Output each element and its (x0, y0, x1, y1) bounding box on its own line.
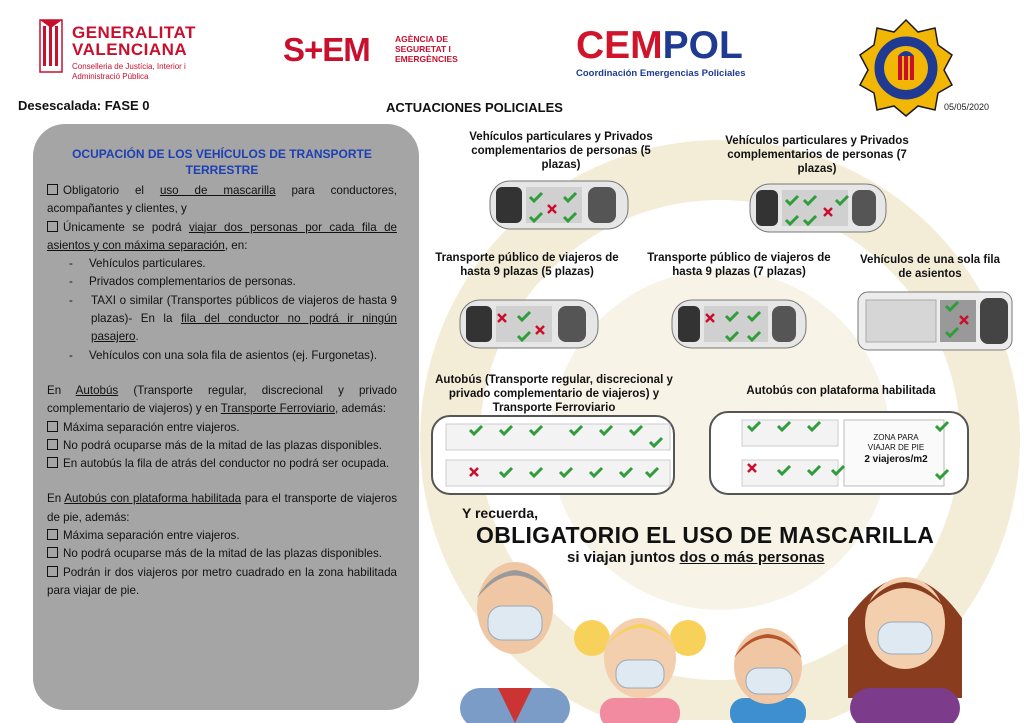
vehicle-label-public-5: Transporte público de viajeros de hasta 9 plazas (5 plazas) (435, 252, 619, 278)
cempol-logo (576, 26, 776, 86)
standing-zone-label: ZONA PARA VIAJAR DE PIE 2 viajeros/m2 (864, 433, 928, 465)
cempol-name: CEMPOL (576, 24, 743, 67)
bus-rule: En autobús la fila de atrás del conductor no podrá ser ocupada. (47, 455, 397, 473)
car-5-seats-icon (488, 177, 630, 233)
bus-rule: Máxima separación entre viajeros. (47, 419, 397, 437)
date-label: 05/05/2020 (944, 102, 990, 112)
slogan-sub: si viajan juntos dos o más personas (567, 549, 825, 566)
platform-rule: Podrán ir dos viajeros por metro cuadrado en la zona habilitada para viajar de pie. (47, 565, 397, 597)
generalitat-emblem-icon (38, 18, 64, 74)
info-panel-text (47, 146, 397, 600)
taxi-5-seats-icon (458, 296, 600, 352)
taxi-7-seats-icon (670, 296, 808, 352)
vehicle-label-private-7: Vehículos particulares y Privados complementarios de personas (7 plazas) (725, 135, 909, 175)
masked-people-illustration (450, 548, 970, 723)
checkbox-icon (47, 547, 58, 558)
slogan-intro: Y recuerda, (462, 505, 539, 521)
vehicle-label-private-5: Vehículos particulares y Privados complementarios de personas (5 plazas) (469, 131, 653, 171)
car-7-seats-icon (748, 180, 888, 236)
list-item: - Privados complementarios de personas. (69, 275, 296, 289)
generalitat-name: GENERALITAT VALENCIANA (72, 23, 196, 59)
platform-intro: En Autobús con plataforma habilitada para el transporte de viajeros de pie, además: (47, 492, 397, 524)
list-item: - TAXI o similar (Transportes públicos de viajeros de hasta 9 plazas)- En la fila del conductor no podrá ir ningún pasajero. (69, 293, 397, 344)
generalitat-conselleria: Conselleria de Justícia, Interior i Administració Pública (72, 62, 186, 81)
bus-rule: No podrá ocuparse más de la mitad de las plazas disponibles. (47, 437, 397, 455)
checkbox-icon (47, 439, 58, 450)
sem-logo (283, 30, 473, 74)
checkbox-icon (47, 529, 58, 540)
sem-mark: S+EM (283, 31, 370, 68)
rule-mask: Obligatorio el uso de mascarilla para conductores, acompañantes y clientes, y (47, 184, 397, 216)
platform-rule: No podrá ocuparse más de la mitad de las plazas disponibles. (47, 545, 397, 563)
list-item: - Vehículos con una sola fila de asientos (ej. Furgonetas). (69, 348, 378, 362)
van-single-row-icon (856, 288, 1014, 354)
slogan-main: OBLIGATORIO EL USO DE MASCARILLA (476, 522, 935, 548)
vehicle-label-platform-bus: Autobús con plataforma habilitada (746, 385, 936, 397)
panel-title: OCUPACIÓN DE LOS VEHÍCULOS DE TRANSPORTE TERRESTRE (72, 147, 372, 177)
bus-intro: En Autobús (Transporte regular, discrecional y privado complementario de viajeros) y en Transporte Ferroviario, además: (47, 383, 398, 416)
cempol-subtitle: Coordinación Emergencias Policiales (576, 68, 746, 79)
checkbox-icon (47, 184, 58, 195)
checkbox-icon (47, 457, 58, 468)
vehicle-label-bus: Autobús (Transporte regular, discrecional y privado complementario de viajeros) y Transporte Ferroviario (435, 374, 673, 414)
generalitat-logo (38, 18, 208, 84)
list-item: - Vehículos particulares. (69, 257, 206, 271)
phase-label: Desescalada: FASE 0 (18, 98, 150, 113)
checkbox-icon (47, 221, 58, 232)
rule-two-per-row: Únicamente se podrá viajar dos personas por cada fila de asientos y con máxima separación, en: (47, 220, 397, 252)
vehicle-label-public-7: Transporte público de viajeros de hasta 9 plazas (7 plazas) (647, 252, 831, 278)
platform-rule: Máxima separación entre viajeros. (47, 527, 397, 545)
policia-local-badge-icon (856, 18, 956, 118)
section-title: ACTUACIONES POLICIALES (386, 100, 563, 115)
bus-seat-map-icon (430, 414, 676, 496)
sem-subtitle: AGÈNCIA DE SEGURETAT I EMERGÈNCIES (395, 34, 458, 64)
checkbox-icon (47, 566, 58, 577)
vehicle-label-single-row: Vehículos de una sola fila de asientos (860, 254, 1000, 280)
checkbox-icon (47, 421, 58, 432)
